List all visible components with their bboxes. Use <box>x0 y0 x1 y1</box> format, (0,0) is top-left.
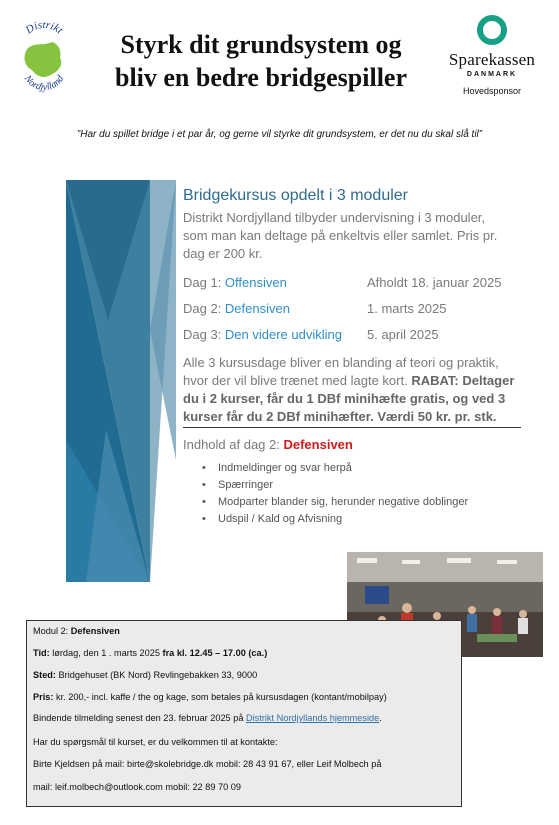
contact-line-1: Birte Kjeldsen på mail: birte@skolebridge.dk mobil: 28 43 91 67, eller Leif Molbech på <box>33 759 382 769</box>
course-intro <box>183 209 523 263</box>
mix-line-2-text: hvor der vil blive trænet med lagte kort. <box>183 373 412 388</box>
title-line-1: Styrk dit grundsystem og <box>120 30 402 59</box>
day-label: Dag 1: <box>183 275 225 290</box>
svg-text:Distrikt: Distrikt <box>23 20 66 37</box>
mix-line-2 <box>183 372 523 390</box>
day-label: Dag 3: <box>183 327 225 342</box>
intro-line-1: Distrikt Nordjylland tilbyder undervisning i 3 moduler, <box>183 210 486 225</box>
sponsor-country: DANMARK <box>466 71 518 78</box>
decorative-triangles-graphic <box>66 180 176 582</box>
signup-line <box>33 713 382 723</box>
signup-text: Bindende tilmelding senest den 23. februar 2025 på <box>33 713 246 723</box>
module-name: Defensiven <box>70 626 120 636</box>
contents-list <box>200 460 530 528</box>
distrikt-nordjylland-logo <box>14 20 74 100</box>
sponsor-role: Hovedsponsor <box>462 86 522 96</box>
sponsor-logo <box>436 14 548 96</box>
rabat-text: RABAT: Deltager <box>411 373 515 388</box>
info-box <box>26 620 462 807</box>
signup-end: . <box>379 713 382 723</box>
contents-module: Defensiven <box>283 437 353 452</box>
day-date: Afholdt 18. januar 2025 <box>367 275 502 290</box>
day-name: Defensiven <box>224 301 290 316</box>
list-item: • Spærringer <box>200 477 530 494</box>
signup-link[interactable]: Distrikt Nordjyllands hjemmeside <box>246 713 380 723</box>
course-mix-text <box>183 354 523 426</box>
questions-line: Har du spørgsmål til kurset, er du velkommen til at kontakte: <box>33 737 278 747</box>
contents-heading <box>183 437 523 452</box>
place-label: Sted: <box>33 670 56 680</box>
list-item: • Modparter blander sig, herunder negative doblinger <box>200 494 530 511</box>
sponsor-name: Sparekassen <box>448 50 536 69</box>
intro-line-2: som man kan deltage på enkeltvis eller samlet. Pris pr. <box>183 228 498 243</box>
time-range: fra kl. 12.45 – 17.00 (ca.) <box>162 648 268 658</box>
day-label: Dag 2: <box>183 301 225 316</box>
list-item: • Udspil / Kald og Afvisning <box>200 511 530 528</box>
rabat-line-4: kurser får du 2 DBf minihæfter. Værdi 50 kr. pr. stk. <box>183 409 497 424</box>
list-item: • Indmeldinger og svar herpå <box>200 460 530 477</box>
title-line-2: bliv en bedre bridgespiller <box>114 63 408 92</box>
day-name: Offensiven <box>224 275 287 290</box>
price-line <box>33 692 387 702</box>
place-text: Bridgehuset (BK Nord) Revlingebakken 33, 9000 <box>55 670 258 680</box>
day-name: Den videre udvikling <box>224 327 342 342</box>
time-label: Tid: <box>33 648 50 658</box>
day-row-1 <box>183 275 523 290</box>
intro-line-3: dag er 200 kr. <box>183 246 263 261</box>
mix-line-3 <box>183 390 523 408</box>
sparekassen-ring-icon <box>476 14 508 46</box>
divider <box>183 427 521 428</box>
contact-line-2: mail: leif.molbech@outlook.com mobil: 22 89 70 09 <box>33 782 241 792</box>
day-row-2 <box>183 301 523 316</box>
time-text: lørdag, den 1 . marts 2025 <box>49 648 163 658</box>
day-date: 5. april 2025 <box>367 327 439 342</box>
page-title <box>80 28 442 94</box>
module-label: Modul 2: <box>33 626 71 636</box>
svg-text:Nordjylland: Nordjylland <box>21 73 67 94</box>
place-line <box>33 670 257 680</box>
intro-quote: ”Har du spillet bridge i et par år, og gerne vil styrke dit grundsystem, er det nu du skal slå til” <box>76 129 483 140</box>
day-row-3 <box>183 327 523 342</box>
price-text: kr. 200,- incl. kaffe / the og kage, som betales på kursusdagen (kontant/mobilpay) <box>53 692 387 702</box>
contents-label: Indhold af dag 2: <box>183 437 284 452</box>
day-date: 1. marts 2025 <box>367 301 447 316</box>
price-label: Pris: <box>33 692 54 702</box>
time-line <box>33 648 267 658</box>
mix-line-4 <box>183 408 523 426</box>
rabat-line-3: du i 2 kurser, får du 1 DBf minihæfte gratis, og ved 3 <box>183 391 506 406</box>
module-line <box>33 626 120 636</box>
course-title: Bridgekursus opdelt i 3 moduler <box>183 187 409 204</box>
mix-line-1: Alle 3 kursusdage bliver en blanding af teori og praktik, <box>183 355 499 370</box>
